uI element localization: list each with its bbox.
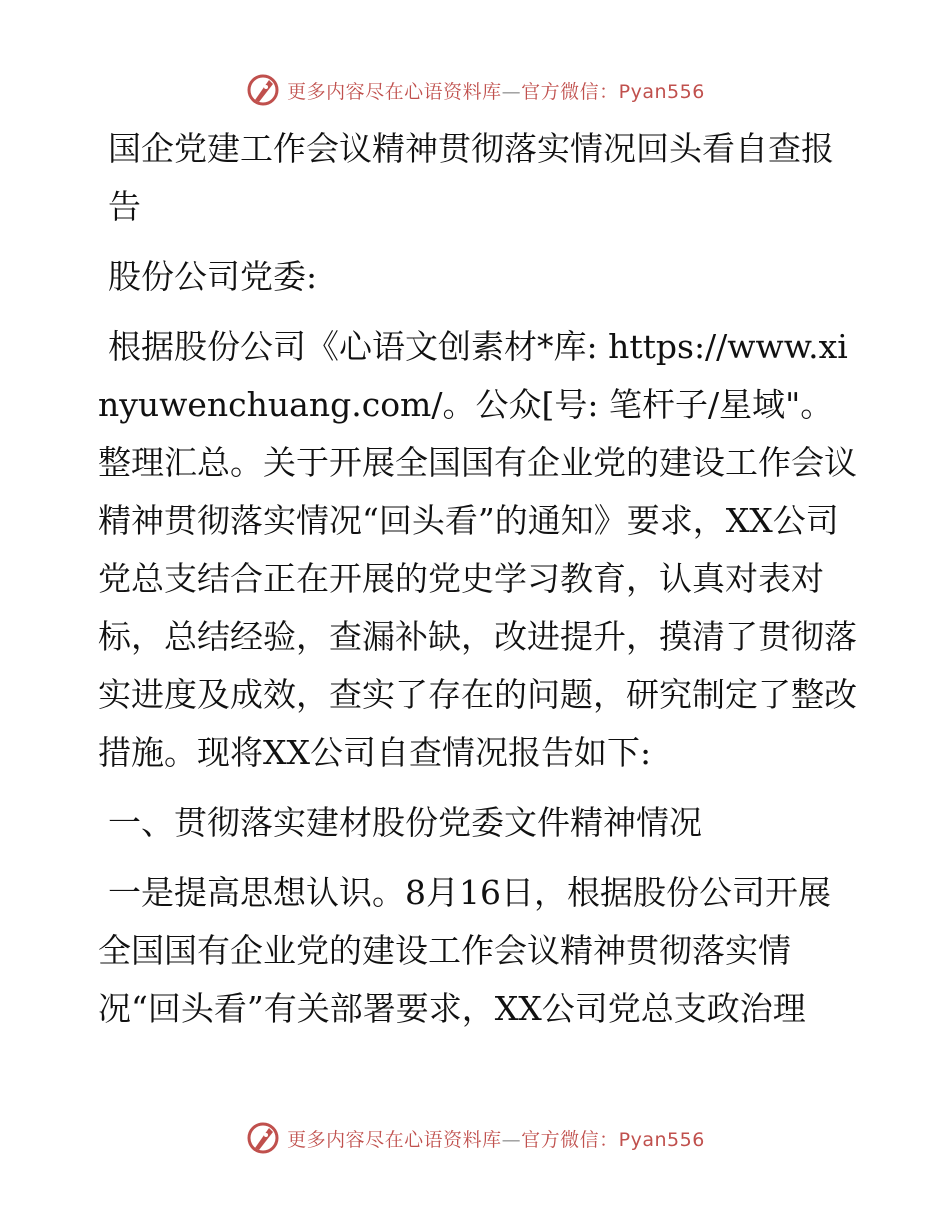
pen-nib-logo-icon — [245, 72, 281, 108]
footer-banner-text — [287, 1125, 705, 1152]
paragraph-2: 一是提高思想认识。8月16日，根据股份公司开展全国国有企业党的建设工作会议精神贯彻落实情况“回头看”有关部署要求，XX公司党总支政治理 — [98, 873, 831, 1028]
header-banner-contact: 官方微信：Pyan556 — [521, 80, 705, 103]
section-heading: 一、贯彻落实建材股份党委文件精神情况 — [108, 803, 702, 842]
header-banner-text — [287, 77, 705, 104]
salutation: 股份公司党委: — [108, 257, 318, 296]
paragraph-1: 根据股份公司《心语文创素材*库: https://www.xinyuwenchuang.com/。公众[号: 笔杆子/星域"。整理汇总。关于开展全国国有企业党的建设工作会议精神贯彻落实情况“回头看”的通知》要求，XX公司党总支结合正在开展的党史学习教育，认真对表对标，总结经验，查漏补缺，改进提升，摸清了贯彻落实进度及成效，查实了存在的问题，研究制定了整改措施。现将XX公司自查情况报告如下: — [98, 327, 857, 772]
document-title: 国企党建工作会议精神贯彻落实情况回头看自查报告 — [108, 129, 834, 226]
footer-banner-contact: 官方微信：Pyan556 — [521, 1128, 705, 1151]
header-banner — [0, 70, 950, 110]
document-body — [98, 120, 858, 1038]
footer-banner-brand: 更多内容尽在心语资料库 — [287, 1128, 502, 1151]
pen-nib-logo-icon — [245, 1120, 281, 1156]
header-banner-separator: — — [501, 80, 522, 103]
footer-banner-separator: — — [501, 1128, 522, 1151]
footer-banner — [0, 1118, 950, 1158]
header-banner-brand: 更多内容尽在心语资料库 — [287, 80, 502, 103]
